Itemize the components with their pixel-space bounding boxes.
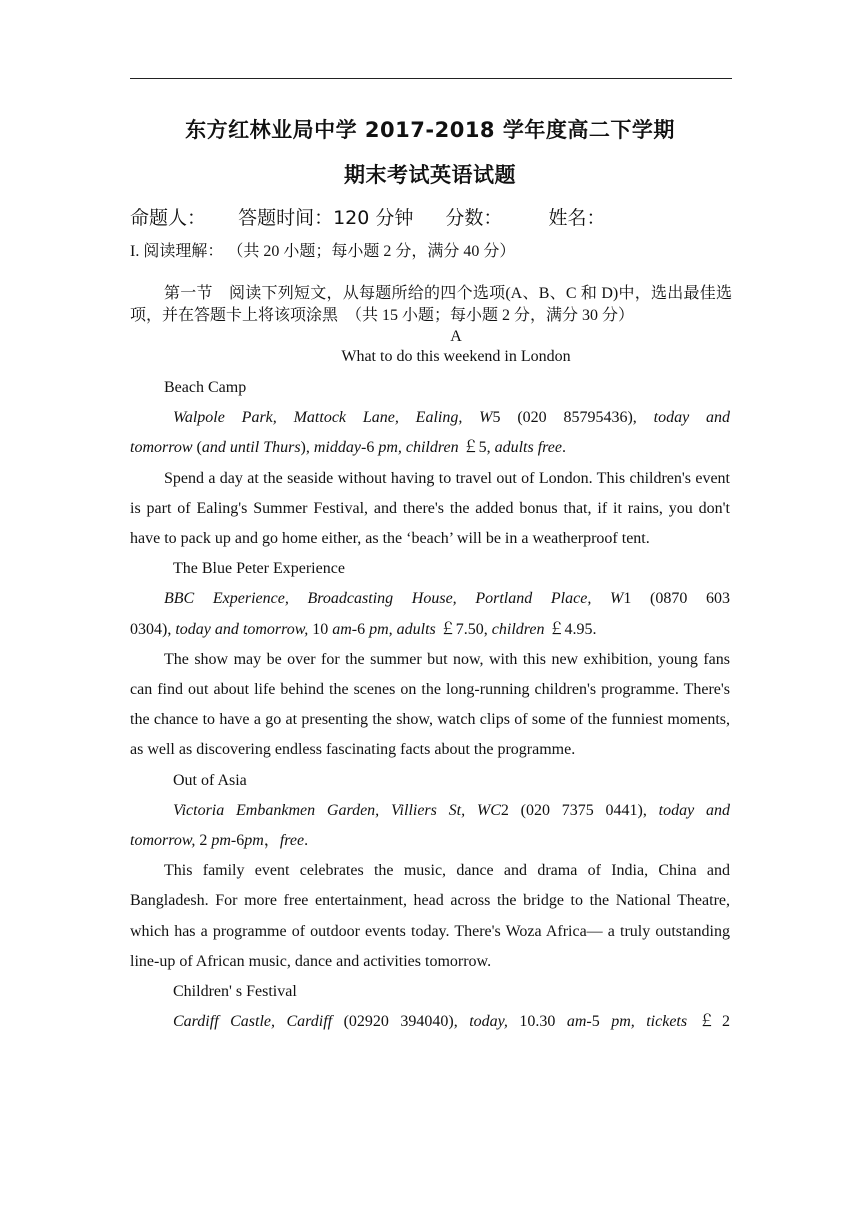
meta-author: 命题人： xyxy=(130,207,207,229)
passage-label: A xyxy=(450,328,462,345)
meta-time: 答题时间：120 分钟 xyxy=(238,207,414,229)
event-info-line: tomorrow (and until Thurs), midday-6 pm, children ￡5, adults free. xyxy=(130,439,567,457)
event-name: Children' s Festival xyxy=(173,983,297,1001)
section-intro: 第一节 阅读下列短文，从每题所给的四个选项(A、B、C 和 D)中，选出最佳选项，并在答题卡上将该项涂黑 （共 15 小题；每小题 2 分，满分 30 分） xyxy=(130,285,732,324)
passage-body xyxy=(130,373,730,1037)
exam-title-line1: 东方红林业局中学 2017-2018 学年度高二下学期 xyxy=(185,118,675,142)
meta-score: 分数： xyxy=(445,207,503,229)
event-info-line: 0304), today and tomorrow, 10 am-6 pm, adults ￡7.50, children ￡4.95. xyxy=(130,620,597,638)
section-heading: I. 阅读理解： （共 20 小题；每小题 2 分，满分 40 分） xyxy=(130,243,516,260)
exam-title-line2: 期末考试英语试题 xyxy=(344,163,516,187)
event-name: Beach Camp xyxy=(164,379,247,396)
event-description: This family event celebrates the music, dance and drama of India, China and Bangladesh. For more free entertainment, head across the bridge to the National Theatre, which has a programme of outdoor events today. There's Woza Africa— a truly outstanding line-up of African music, dance and activities tomorrow. xyxy=(130,862,730,970)
event-description: The show may be over for the summer but now, with this new exhibition, young fans can find out about life behind the scenes on the long-running children's programme. There's the chance to have a go at presenting the show, watch clips of some of the funniest moments, as well as discovering endless fascinating facts about the programme. xyxy=(130,650,730,759)
event-name: The Blue Peter Experience xyxy=(173,560,345,578)
event-info-line: Victoria Embankmen Garden, Villiers St, WC2 (020 7375 0441), today and xyxy=(173,801,730,819)
exam-meta xyxy=(130,203,632,230)
event-info-line: BBC Experience, Broadcasting House, Portland Place, W1 (0870 603 xyxy=(164,590,730,608)
meta-name: 姓名： xyxy=(548,207,606,229)
event-info-line: Cardiff Castle, Cardiff (02920 394040), today, 10.30 am-5 pm, tickets ￡2 xyxy=(173,1013,731,1031)
event-name: Out of Asia xyxy=(173,771,247,789)
event-info-line: tomorrow, 2 pm-6pm，free. xyxy=(130,832,309,850)
event-info-line: Walpole Park, Mattock Lane, Ealing, W5 (020 85795436), today and xyxy=(173,409,731,427)
passage-title: What to do this weekend in London xyxy=(341,348,571,365)
event-description: Spend a day at the seaside without having to travel out of London. This children's event is part of Ealing's Summer Festival, and there's the added bonus that, if it rains, you don't have to pack up and go home either, as the ‘beach’ will be in a weatherproof tent. xyxy=(130,469,730,548)
header-rule xyxy=(130,78,732,79)
